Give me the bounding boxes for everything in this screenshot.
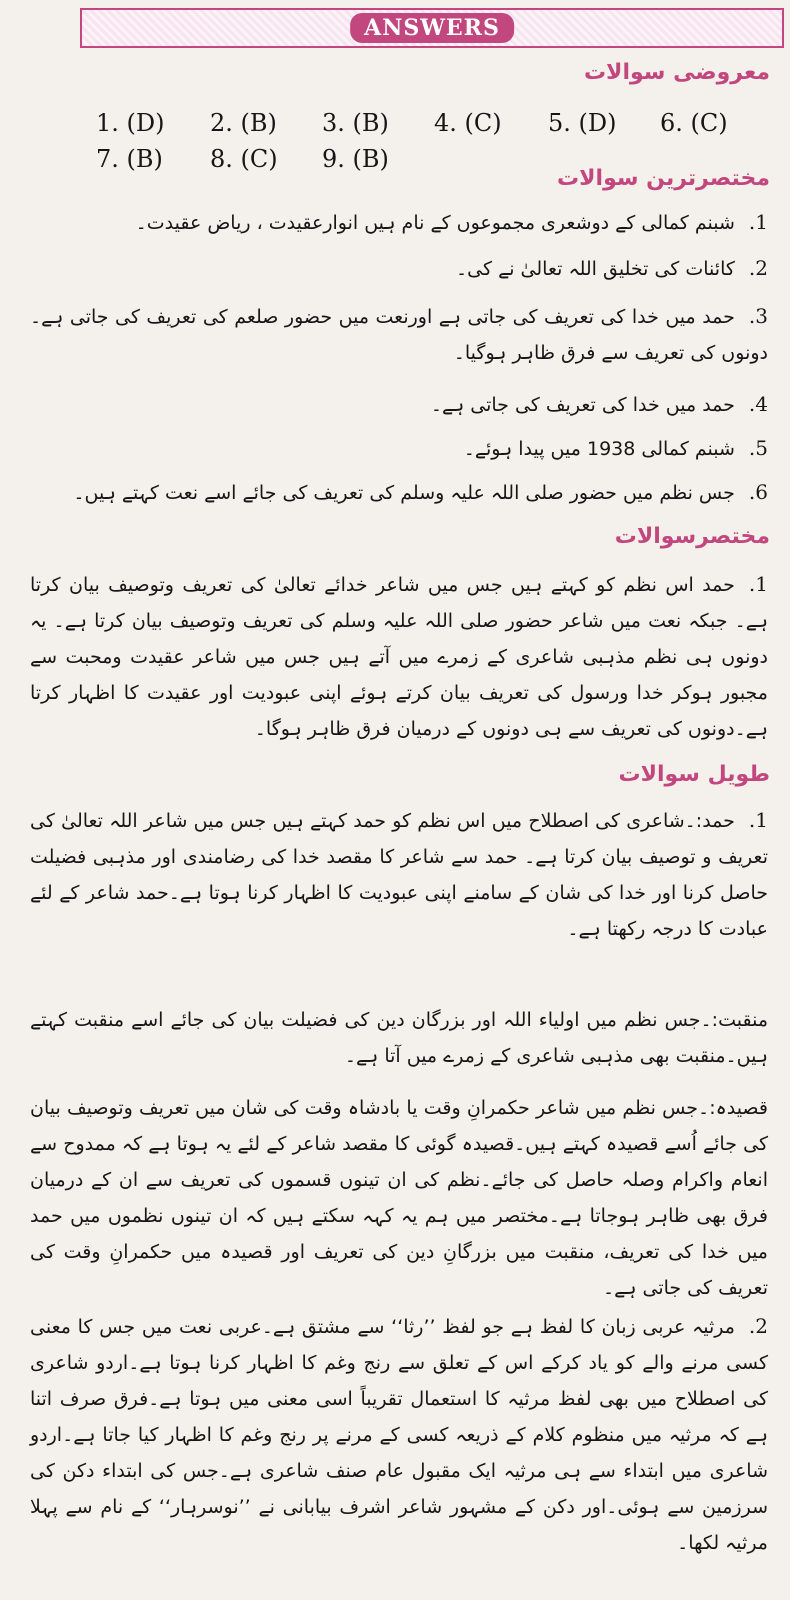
very-short-answer-6: [30, 474, 768, 511]
objective-heading: معروضی سوالات: [583, 60, 770, 85]
mcq-answer-8: 8. (C): [210, 145, 278, 173]
long-answer-2-marsiya: [30, 1308, 768, 1561]
item-text: قصیدہ:۔جس نظم میں شاعر حکمرانِ وقت یا بادشاہ وقت کی شان میں تعریف وتوصیف بیان کی جائے اُسے قصیدہ کہتے ہیں۔قصیدہ گوئی کا مقصد شاعر کے لئے یہ ہوتا ہے کہ ممدوح سے انعام واکرام وصلہ حاصل کی جائے۔نظم کی ان تینوں قسموں کی تعریف سے ان کے درمیان فرق بھی ظاہر ہوجاتا ہے۔مختصر میں ہم یہ کہہ سکتے ہیں کہ ان تینوں نظموں میں حمد میں خدا کی تعریف، منقبت میں بزرگانِ دین کی تعریف اور قصیدہ میں حکمرانِ وقت کی تعریف کی جاتی ہے۔: [30, 1097, 768, 1299]
item-text: شبنم کمالی 1938 میں پیدا ہوئے۔: [463, 438, 735, 460]
item-text: شبنم کمالی کے دوشعری مجموعوں کے نام ہیں انوارعقیدت ، ریاض عقیدت۔: [135, 212, 735, 234]
very-short-answer-4: [30, 386, 768, 423]
very-short-heading: مختصرترین سوالات: [557, 166, 770, 191]
mcq-answer-1: 1. (D): [96, 109, 165, 137]
item-number: 1.: [748, 808, 768, 832]
item-number: 2.: [748, 256, 768, 280]
item-number: 5.: [748, 436, 768, 460]
mcq-answer-5: 5. (D): [548, 109, 617, 137]
long-answer-1-qaseeda: [30, 1090, 768, 1306]
item-number: 6.: [748, 480, 768, 504]
item-text: کائنات کی تخلیق اللہ تعالیٰ نے کی۔: [456, 258, 735, 280]
item-text: منقبت:۔جس نظم میں اولیاء اللہ اور بزرگان دین کی فضیلت بیان کی جائے اسے منقبت کہتے ہیں۔منقبت بھی مذہبی شاعری کے زمرے میں آتا ہے۔: [30, 1009, 768, 1067]
item-number: 1.: [748, 210, 768, 234]
very-short-answer-5: [30, 430, 768, 467]
answers-title: ANSWERS: [350, 13, 514, 43]
short-heading: مختصرسوالات: [614, 524, 770, 549]
long-answer-1-hamd: [30, 802, 768, 947]
item-text: حمد میں خدا کی تعریف کی جاتی ہے اورنعت میں حضور صلعم کی تعریف کی جاتی ہے۔دونوں کی تعریف سے فرق ظاہر ہوگیا۔: [30, 306, 768, 364]
very-short-answer-2: [30, 250, 768, 287]
mcq-answer-6: 6. (C): [660, 109, 728, 137]
item-number: 2.: [748, 1314, 768, 1338]
item-number: 3.: [748, 304, 768, 328]
mcq-answer-4: 4. (C): [434, 109, 502, 137]
item-text: مرثیہ عربی زبان کا لفظ ہے جو لفظ ’’رثا‘‘ سے مشتق ہے۔عربی نعت میں جس کا معنی کسی مرنے والے کو یاد کرکے اس کے تعلق سے رنج وغم کا اظہار کرنا ہوتا ہے۔اردو شاعری کی اصطلاح میں بھی لفظ مرثیہ کا استعمال تقریباً اسی معنی میں ہوتا ہے۔فرق صرف اتنا ہے کہ مرثیہ میں منظوم کلام کے ذریعہ کسی کے مرنے پر رنج وغم کا اظہار کیا جاتا ہے۔اردو شاعری میں ابتداء سے ہی مرثیہ ایک مقبول عام صنف شاعری ہے۔جس کی ابتداء دکن کی سرزمین سے ہوئی۔اور دکن کے مشہور شاعر اشرف بیابانی نے ’’نوسرہار‘‘ کے نام سے پہلا مرثیہ لکھا۔: [30, 1316, 768, 1554]
very-short-answer-1: [30, 204, 768, 241]
item-text: جس نظم میں حضور صلی اللہ علیہ وسلم کی تعریف کی جائے اسے نعت کہتے ہیں۔: [73, 482, 735, 504]
item-number: 4.: [748, 392, 768, 416]
item-number: 1.: [748, 572, 768, 596]
short-answer-1: [30, 566, 768, 747]
item-text: حمد اس نظم کو کہتے ہیں جس میں شاعر خدائے تعالیٰ کی تعریف وتوصیف بیان کرتا ہے۔ جبکہ نعت میں شاعر حضور صلی اللہ علیہ وسلم کی تعریف وتوصیف بیان کرتا ہے۔ یہ دونوں ہی نظم مذہبی شاعری کے زمرے میں آتے ہیں جس میں شاعر عقیدت ومحبت سے مجبور ہوکر خدا ورسول کی تعریف بیان کرتے ہوئے اپنی عبودیت اور عقیدت کا اظہار کرتا ہے۔دونوں کی تعریف سے ہی دونوں کے درمیان فرق ظاہر ہوگا۔: [30, 574, 768, 740]
mcq-answer-7: 7. (B): [96, 145, 163, 173]
very-short-answer-3: [30, 298, 768, 371]
mcq-answer-9: 9. (B): [322, 145, 389, 173]
item-text: حمد:۔شاعری کی اصطلاح میں اس نظم کو حمد کہتے ہیں جس میں شاعر اللہ تعالیٰ کی تعریف و توصیف بیان کرتا ہے۔ حمد سے شاعر کا مقصد خدا کی رضامندی اور مذہبی فضیلت حاصل کرنا اور خدا کی شان کے سامنے اپنی عبودیت کا اظہار کرنا ہوتا ہے۔حمد شاعر کے لئے عبادت کا درجہ رکھتا ہے۔: [30, 810, 768, 940]
item-text: حمد میں خدا کی تعریف کی جاتی ہے۔: [430, 394, 735, 416]
mcq-row-1: [0, 106, 790, 140]
answers-banner: [80, 8, 784, 48]
mcq-answer-2: 2. (B): [210, 109, 277, 137]
long-answer-1-manqabat: [30, 1002, 768, 1074]
mcq-answer-3: 3. (B): [322, 109, 389, 137]
long-heading: طویل سوالات: [618, 762, 770, 787]
